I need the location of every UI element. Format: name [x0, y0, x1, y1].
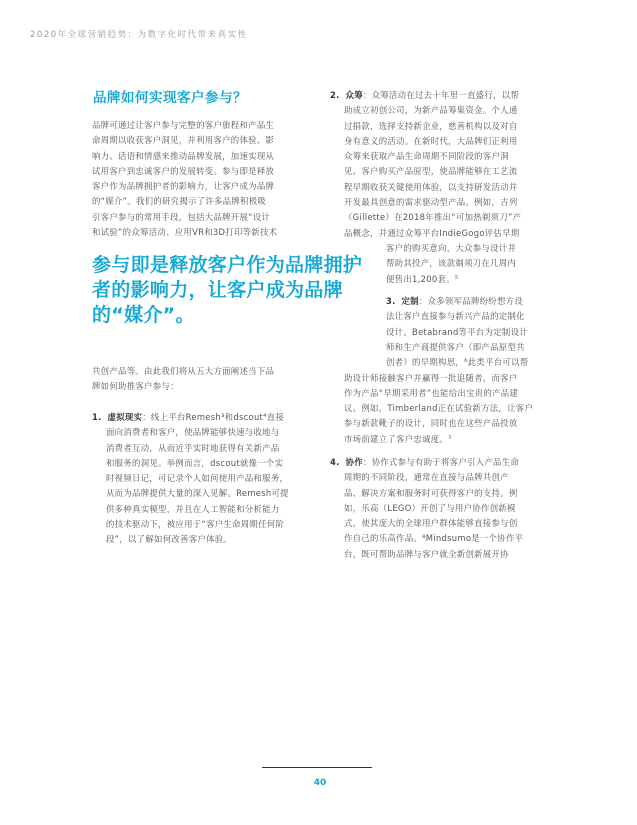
- text-line: 客户的购买意向，大众参与设计并: [386, 242, 517, 253]
- text-line: 设计。Betabrand等平台为定制设计: [386, 326, 528, 337]
- pull-quote-line: 的“媒介”。: [92, 304, 195, 326]
- pull-quote-line: 者的影响力，让客户成为品牌: [92, 279, 343, 301]
- text-line: 面向消费者和客户，使品牌能够快速与收地与: [106, 427, 280, 438]
- text-line: （Gillette）在2018年推出“可加热剃须刀”产: [344, 212, 522, 223]
- text-line: 作为产品“早期采用者”也能给出宝贵的产品建: [344, 387, 519, 398]
- item-label: 协作: [345, 457, 363, 467]
- item-number: 2.: [330, 90, 340, 100]
- text-line: 客户作为品牌拥护者的影响力，让客户成为品牌: [92, 181, 275, 192]
- running-header: 2020年全球营销趋势：为数字化时代带来真实性: [30, 30, 248, 40]
- text-line: 法让客户直接参与新兴产品的定制化: [386, 311, 525, 322]
- item-label: 虚拟现实: [107, 412, 143, 422]
- text-line: 和试验”的众筹活动、应用VR和3D打印等新技术: [92, 227, 278, 238]
- text-line: 的“媒介”。我们的研究揭示了许多品牌积极吸: [92, 196, 267, 207]
- page-number: 40: [313, 778, 327, 788]
- text-line: [386, 294, 528, 309]
- item-number: 3.: [386, 296, 396, 306]
- text-line: 式，使其庞大的全球用户群体能够直接参与创: [344, 518, 518, 529]
- item-number: 1.: [92, 412, 102, 422]
- text-line: 作自己的乐高作品。⁸Mindsumo是一个协作平: [344, 533, 524, 544]
- text-line: 市场前建立了客户忠诚度。⁷: [344, 433, 452, 444]
- text-line: 牌如何助推客户参与：: [92, 381, 179, 392]
- text-line: 品概念，并通过众筹平台IndieGogo评估早期: [344, 227, 520, 238]
- text-line: [330, 455, 523, 470]
- item-customization: [386, 294, 528, 370]
- text-run: ：线上平台Remesh³和dscout⁴直接: [142, 412, 285, 422]
- text-line: 消费者互动，从而近乎实时地获得有关新产品: [106, 442, 280, 453]
- item-label: 定制: [401, 296, 419, 306]
- item-collaboration: [330, 455, 523, 562]
- text-line: 开发最具创意的需求驱动型产品。例如，吉列: [344, 197, 518, 208]
- text-line: 的技术驱动下，被应用于“客户生命周期任何阶: [106, 519, 285, 530]
- text-line: 段”，以了解如何改善客户体验。: [106, 534, 233, 545]
- text-line: 参与新款靴子的设计，同时也在这些产品投放: [344, 418, 518, 429]
- text-line: 共创产品等。由此我们将从五大方面阐述当下品: [92, 366, 275, 376]
- item-virtual-reality: [92, 410, 289, 548]
- intro-paragraph: [92, 118, 277, 240]
- section-heading: 品牌如何实现客户参与？: [93, 90, 247, 106]
- text-line: 帮助其投产，该款剃须刀在几周内: [386, 258, 517, 269]
- text-line: 响力、话语和情感来推动品牌发展，加速实现从: [92, 150, 275, 161]
- text-line: 如，乐高（LEGO）开创了与用户协作创新模: [344, 502, 516, 513]
- text-line: 便售出1,200套。⁵: [386, 273, 459, 284]
- text-line: [330, 88, 521, 103]
- text-line: 从而为品牌提供大量的深入见解。Remesh可提: [106, 488, 289, 499]
- text-line: 创者）的早期构思，⁶此类平台可以帮: [386, 357, 529, 368]
- text-run: ：众多领军品牌纷纷想方设: [418, 296, 524, 306]
- text-line: 议。例如，Timberland正在试验新方法，让客户: [344, 403, 534, 414]
- text-line: 众筹来获取产品生命周期不同阶段的客户洞: [344, 151, 509, 162]
- item-number: 4.: [330, 457, 340, 467]
- text-line: 引客户参与的常用手段，包括大品牌开展“设计: [92, 211, 271, 222]
- text-line: 身有意义的活动。在新时代，大品牌们正利用: [344, 135, 518, 146]
- text-line: 品、解决方案和服务时可获得客户的支持。例: [344, 487, 518, 498]
- item-label: 众筹: [345, 90, 363, 100]
- text-line: 师和生产商提供客户（即产品原型共: [386, 341, 525, 352]
- text-run: ：众筹活动在过去十年里一直盛行，以帮: [362, 90, 520, 100]
- item-crowdfunding: [330, 88, 521, 287]
- text-line: 命周期以收获客户洞见，并利用客户的体验、影: [92, 135, 275, 146]
- text-line: 台，既可帮助品牌与客户就全新创新展开协: [344, 548, 509, 559]
- text-line: 周期的不同阶段，通常在直接与品牌共创产: [344, 472, 509, 483]
- text-line: 见。客户购买产品原型，使品牌能够在工艺流: [344, 166, 518, 177]
- text-line: 助设计师接触客户并赢得一批追随者，而客户: [344, 372, 518, 383]
- text-line: 时视频日记，可记录个人如何使用产品和服务，: [106, 473, 289, 484]
- text-line: 过捐款，选择支持新企业，慈善机构以及对自: [344, 120, 518, 131]
- item-customization-continued: [344, 371, 533, 447]
- left-continuation-paragraph: [92, 364, 274, 395]
- text-run: ：协作式参与有助于将客户引入产品生命: [362, 457, 520, 467]
- pull-quote-line: 参与即是释放客户作为品牌拥护: [92, 254, 363, 276]
- footer-divider: [262, 767, 372, 768]
- text-line: 供多种真实模型，并且在人工智能和分析能力: [106, 503, 280, 514]
- text-line: [92, 410, 289, 425]
- text-line: 助成立初创公司，为新产品筹集资金。个人通: [344, 105, 518, 116]
- text-line: 品牌可通过让客户参与完整的客户旅程和产品生: [92, 120, 275, 130]
- text-line: 程早期收获关键使用体验，以支持研发活动并: [344, 181, 518, 192]
- text-line: 试用客户到忠诚客户的发展转变。参与即是释放: [92, 165, 275, 176]
- text-line: 和服务的洞见。举例而言，dscout就像一个实: [106, 457, 284, 468]
